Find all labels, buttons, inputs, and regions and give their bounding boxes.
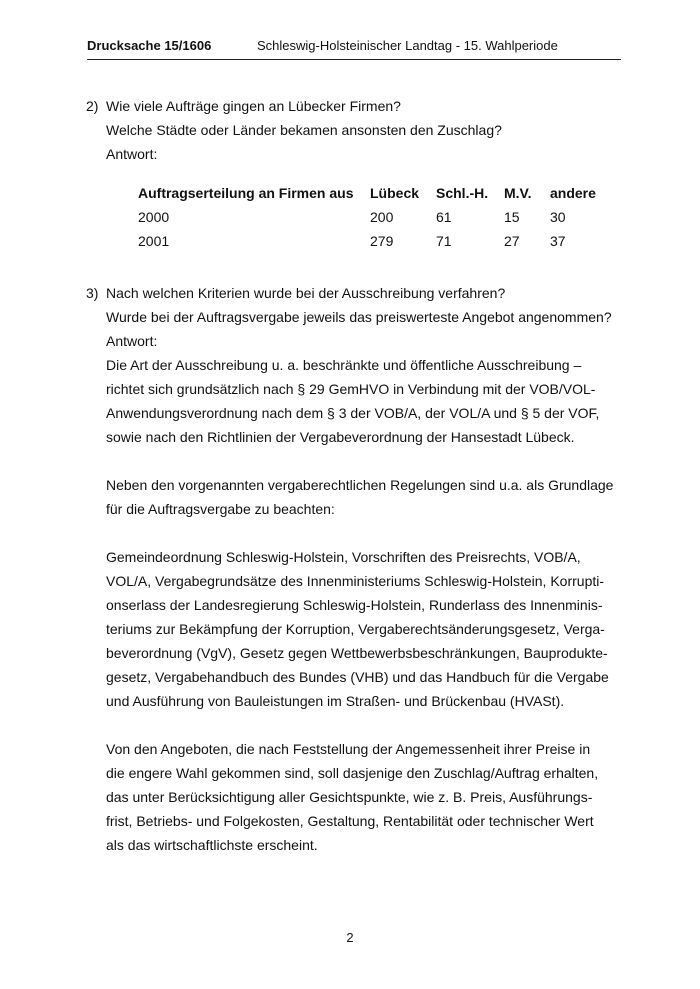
text-line: onserlass der Landesregierung Schleswig-Holstein, Runderlass des Innenminis- [106, 597, 603, 613]
table-cell: 30 [550, 209, 566, 225]
table-cell: 2001 [138, 233, 170, 249]
column-header: M.V. [504, 185, 532, 201]
answer-paragraph [106, 353, 626, 449]
text-line: beverordnung (VgV), Gesetz gegen Wettbewerbsbeschränkungen, Bauprodukte- [106, 645, 608, 661]
question-number: 2) [86, 98, 99, 114]
text-line: als das wirtschaftlichste erscheint. [106, 837, 318, 853]
table-cell: 279 [370, 233, 394, 249]
question-3 [86, 281, 626, 857]
table-row [138, 205, 610, 229]
column-header: andere [550, 185, 596, 201]
answer-paragraph [106, 545, 626, 713]
document-body [86, 94, 626, 857]
table-row [138, 229, 610, 253]
document-number: Drucksache 15/1606 [87, 38, 212, 53]
table-header-row [138, 181, 610, 205]
table-cell: 2000 [138, 209, 170, 225]
question-2 [86, 94, 626, 253]
text-line: sowie nach den Richtlinien der Vergabeverordnung der Hansestadt Lübeck. [106, 429, 575, 445]
answer-label: Antwort: [106, 333, 158, 349]
answer-paragraph [106, 737, 626, 857]
text-line: frist, Betriebs- und Folgekosten, Gestaltung, Rentabilität oder technischer Wert [106, 813, 594, 829]
landtag-title: Schleswig-Holsteinischer Landtag - 15. Wahlperiode [257, 38, 558, 53]
question-text: Wurde bei der Auftragsvergabe jeweils das preiswerteste Angebot angenommen? [106, 309, 612, 325]
column-header: Lübeck [370, 185, 420, 201]
text-line: und Ausführung von Bauleistungen im Straßen- und Brückenbau (HVASt). [106, 693, 565, 709]
table-cell: 61 [436, 209, 452, 225]
text-line: VOL/A, Vergabegrundsätze des Innenministeriums Schleswig-Holstein, Korrupti- [106, 573, 605, 589]
question-text: Wie viele Aufträge gingen an Lübecker Firmen? [106, 98, 401, 114]
table-cell: 37 [550, 233, 566, 249]
question-text: Nach welchen Kriterien wurde bei der Ausschreibung verfahren? [106, 285, 506, 301]
text-line: Von den Angeboten, die nach Feststellung der Angemessenheit ihrer Preise in [106, 741, 591, 757]
text-line: Gemeindeordnung Schleswig-Holstein, Vorschriften des Preisrechts, VOB/A, [106, 549, 581, 565]
column-header: Auftragserteilung an Firmen aus [138, 185, 354, 201]
text-line: Die Art der Ausschreibung u. a. beschränkte und öffentliche Ausschreibung – [106, 357, 582, 373]
text-line: teriums zur Bekämpfung der Korruption, Vergaberechtsänderungsgesetz, Verga- [106, 621, 605, 637]
text-line: die engere Wahl gekommen sind, soll dasjenige den Zuschlag/Auftrag erhalten, [106, 765, 599, 781]
table-cell: 71 [436, 233, 452, 249]
question-number: 3) [86, 285, 99, 301]
text-line: gesetz, Vergabehandbuch des Bundes (VHB) und das Handbuch für die Vergabe [106, 669, 609, 685]
answer-paragraph [106, 473, 626, 521]
page-header [87, 38, 621, 58]
column-header: Schl.-H. [436, 185, 489, 201]
text-line: Neben den vorgenannten vergaberechtlichen Regelungen sind u.a. als Grundlage [106, 477, 614, 493]
header-divider [87, 59, 621, 60]
text-line: richtet sich grundsätzlich nach § 29 GemHVO in Verbindung mit der VOB/VOL- [106, 381, 596, 397]
text-line: für die Auftragsvergabe zu beachten: [106, 501, 335, 517]
table-cell: 15 [504, 209, 520, 225]
answer-label: Antwort: [106, 146, 158, 162]
text-line: Anwendungsverordnung nach dem § 3 der VOB/A, der VOL/A und § 5 der VOF, [106, 405, 600, 421]
text-line: das unter Berücksichtigung aller Gesichtspunkte, wie z. B. Preis, Ausführungs- [106, 789, 593, 805]
contracts-table [138, 181, 610, 253]
table-cell: 27 [504, 233, 520, 249]
page-number: 2 [346, 930, 354, 945]
table-cell: 200 [370, 209, 394, 225]
question-text: Welche Städte oder Länder bekamen ansonsten den Zuschlag? [106, 122, 502, 138]
